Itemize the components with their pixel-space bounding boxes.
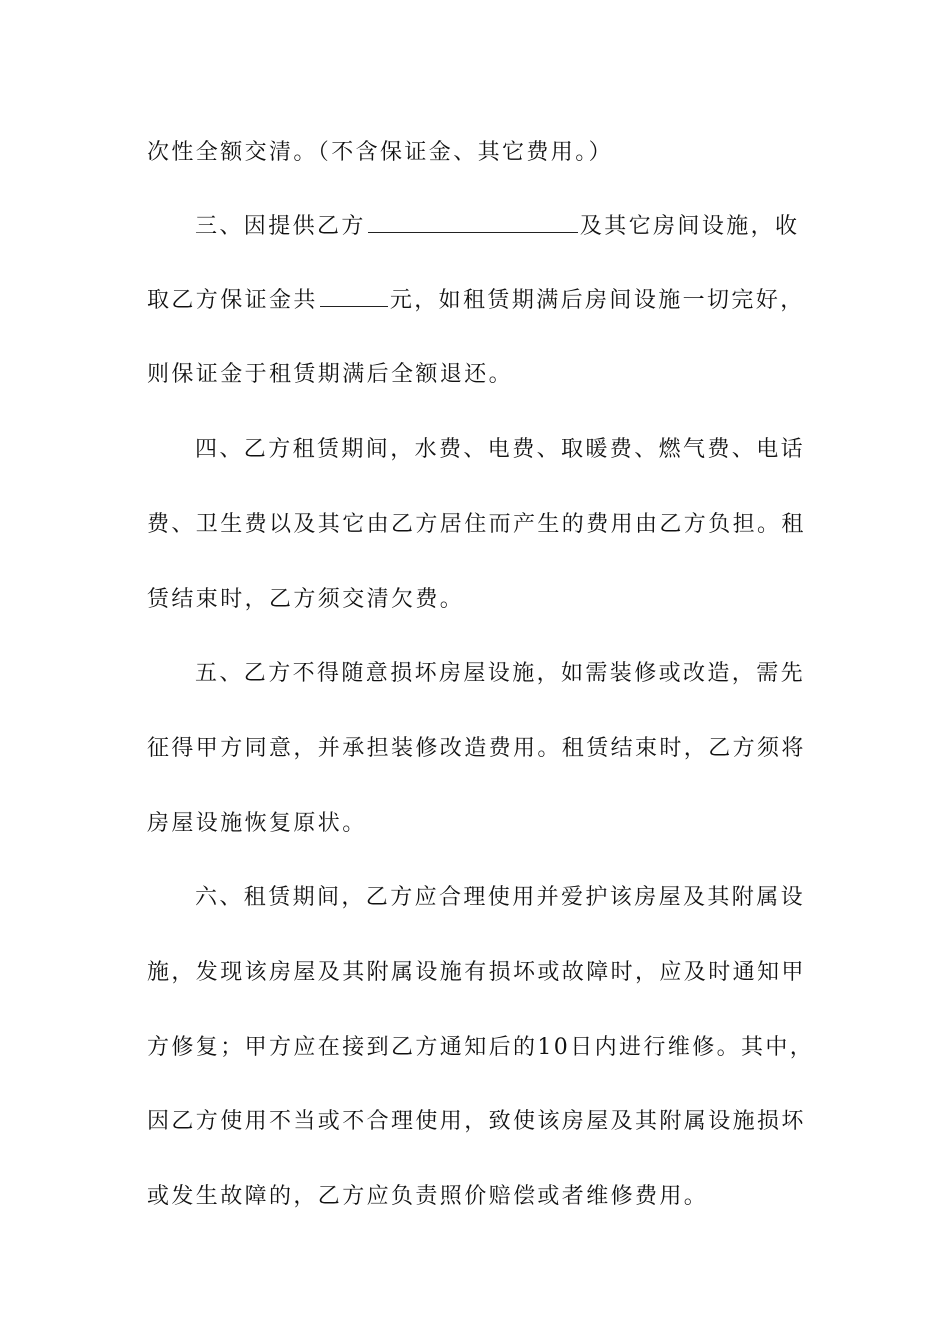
line-text: 因乙方使用不当或不合理使用，致使该房屋及其附属设施损坏 — [147, 1109, 806, 1134]
text-line — [147, 133, 807, 173]
line-text: 费、卫生费以及其它由乙方居住而产生的费用由乙方负担。租 — [147, 512, 806, 537]
text-line — [195, 878, 855, 918]
text-line — [147, 355, 807, 395]
text-line — [147, 505, 807, 545]
line-text: 或发生故障的，乙方应负责照价赔偿或者维修费用。 — [147, 1184, 709, 1209]
line-text: 征得甲方同意，并承担装修改造费用。租赁结束时，乙方须将 — [147, 736, 806, 761]
line-text: 则保证金于租赁期满后全额退还。 — [147, 362, 514, 387]
line-text: 取乙方保证金共 — [147, 288, 318, 313]
text-line — [195, 206, 855, 246]
line-text: 及其它房间设施，收 — [579, 214, 800, 239]
line-text: 六、租赁期间，乙方应合理使用并爱护该房屋及其附属设 — [195, 885, 806, 910]
line-text: 元，如租赁期满后房间设施一切完好， — [389, 288, 805, 313]
text-line — [147, 1102, 807, 1142]
text-line — [147, 580, 807, 620]
line-text: 四、乙方租赁期间，水费、电费、取暖费、燃气费、电话 — [195, 437, 806, 462]
text-line — [147, 953, 807, 993]
fill-in-blank[interactable] — [368, 206, 578, 233]
line-text: 次性全额交清。（不含保证金、其它费用。） — [147, 140, 614, 165]
text-line — [195, 430, 855, 470]
text-line — [147, 1177, 807, 1217]
line-text: 房屋设施恢复原状。 — [147, 811, 367, 836]
line-text: 赁结束时，乙方须交清欠费。 — [147, 587, 465, 612]
line-text: 施，发现该房屋及其附属设施有损坏或故障时，应及时通知甲 — [147, 960, 806, 985]
line-text: 三、因提供乙方 — [195, 214, 366, 239]
text-line — [147, 280, 807, 320]
fill-in-blank[interactable] — [320, 280, 388, 307]
text-line — [147, 804, 807, 844]
line-text: 方修复；甲方应在接到乙方通知后的10日内进行维修。其中， — [147, 1035, 815, 1060]
text-line — [195, 654, 855, 694]
text-line — [147, 729, 807, 769]
line-text: 五、乙方不得随意损坏房屋设施，如需装修或改造，需先 — [195, 661, 806, 686]
text-line — [147, 1028, 815, 1068]
